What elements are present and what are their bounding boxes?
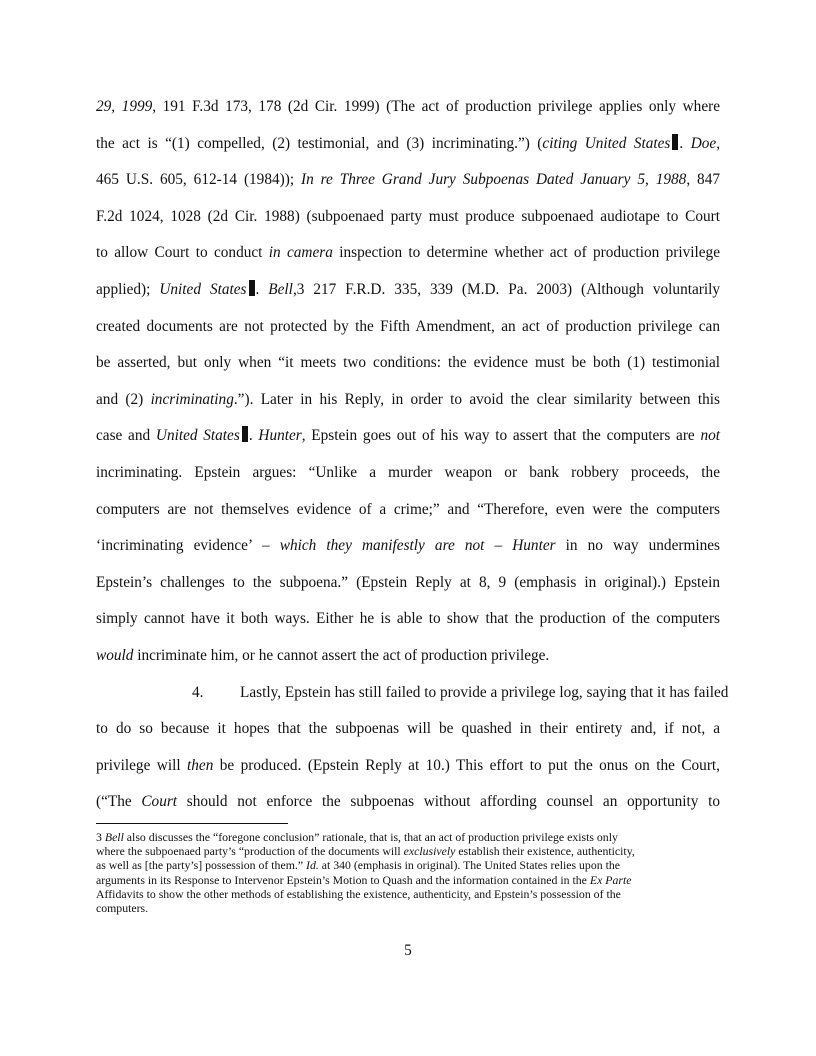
text-run: ,3 217 F.R.D. 335, 339 (M.D. Pa. 2003) (Although voluntarily: [292, 280, 721, 298]
body-line: [96, 748, 720, 785]
footnote-line: [96, 830, 720, 844]
text-run: inspection to determine whether act of production privilege: [332, 244, 720, 262]
body-line: [96, 162, 720, 199]
italic-text: Hunter: [258, 427, 302, 445]
body-line: [96, 711, 720, 748]
body-text: [96, 89, 729, 821]
text-run: also discusses the “foregone conclusion” rationale, that is, that an act of production privilege exists only: [123, 830, 618, 844]
text-run: .”). Later in his Reply, in order to avoid the clear similarity between this: [233, 390, 720, 408]
text-run: 465 U.S. 605, 612-14 (1984));: [96, 171, 301, 189]
text-run: Lastly, Epstein has still failed to provide a privilege log, saying that it has failed: [240, 683, 729, 701]
italic-text: Hunter: [512, 537, 556, 555]
page-number: 5: [404, 942, 412, 959]
text-run: case and: [96, 427, 156, 445]
body-line: [96, 272, 720, 309]
text-run: applied);: [96, 280, 160, 298]
paragraph-number: 4.: [192, 683, 204, 701]
body-line: [96, 565, 720, 602]
redaction-mark: [249, 280, 255, 296]
text-run: Epstein’s challenges to the subpoena.” (Epstein Reply at 8, 9 (emphasis in original).) Epstein: [96, 573, 720, 591]
footnote-line: [96, 858, 720, 872]
footnote-separator: [96, 823, 288, 824]
italic-text: which they manifestly are not: [279, 537, 485, 555]
text-run: computers.: [96, 901, 149, 916]
body-line: [96, 601, 720, 638]
redaction-mark: [242, 426, 248, 442]
text-run: , Epstein goes out of his way to assert that the computers are: [301, 427, 701, 445]
footnote-line: [96, 844, 720, 858]
text-run: , 847: [686, 171, 721, 189]
body-line: [96, 382, 720, 419]
italic-text: Bell: [104, 830, 124, 844]
body-line: [96, 492, 720, 529]
text-run: and (2): [96, 390, 151, 408]
text-run: –: [484, 537, 513, 555]
body-line: [96, 418, 720, 455]
text-run: in no way undermines: [555, 537, 720, 555]
italic-text: United States: [155, 427, 240, 445]
text-run: be asserted, but only when “it meets two conditions: the evidence must be both (1) testimonial: [96, 354, 720, 372]
italic-text: Ex Parte: [589, 872, 632, 887]
text-run: ‘incriminating evidence’ –: [96, 537, 280, 555]
body-line: [96, 675, 729, 712]
text-run: .: [679, 134, 691, 152]
footnote-line: [96, 887, 720, 901]
body-line: [96, 345, 720, 382]
italic-text: 29, 1999: [96, 98, 153, 115]
text-run: as well as [the party’s] possession of them.”: [96, 858, 307, 873]
text-run: (“The: [96, 793, 142, 811]
footnote-line: [96, 873, 720, 887]
body-line: [96, 235, 720, 272]
italic-text: Court: [141, 793, 178, 811]
body-line: [96, 784, 720, 821]
text-run: Affidavits to show the other methods of establishing the existence, authenticity, and Epstein’s possession of the: [96, 886, 621, 901]
text-run: F.2d 1024, 1028 (2d Cir. 1988) (subpoenaed party must produce subpoenaed audiotape to Court: [96, 207, 720, 225]
italic-text: Doe: [690, 134, 717, 152]
italic-text: then: [187, 756, 214, 774]
text-run: .: [248, 427, 259, 445]
body-line: [96, 89, 720, 126]
body-line: [96, 638, 720, 675]
body-line: [96, 455, 720, 492]
italic-text: not: [700, 427, 721, 445]
redaction-mark: [672, 134, 678, 150]
italic-text: exclusively: [403, 844, 456, 859]
text-run: computers are not themselves evidence of a crime;” and “Therefore, even were the computers: [96, 500, 720, 518]
italic-text: incriminating: [150, 390, 234, 408]
text-run: simply cannot have it both ways. Either he is able to show that the production of the computers: [96, 610, 720, 628]
text-run: arguments in its Response to Intervenor Epstein’s Motion to Quash and the information contained in the: [96, 872, 590, 887]
text-run: the act is “(1) compelled, (2) testimonial, and (3) incriminating.”) (: [96, 134, 543, 152]
text-run: incriminate him, or he cannot assert the act of production privilege.: [133, 646, 550, 664]
body-line: [96, 126, 720, 163]
body-line: [96, 199, 720, 236]
footnote: [96, 830, 720, 915]
text-run: at 340 (emphasis in original). The United States relies upon the: [318, 858, 620, 873]
text-run: created documents are not protected by the Fifth Amendment, an act of production privilege can: [96, 317, 720, 335]
italic-text: United States: [159, 280, 247, 298]
italic-text: citing United States: [542, 134, 671, 152]
text-run: to do so because it hopes that the subpoenas will be quashed in their entirety and, if not, a: [96, 720, 720, 738]
footnote-line: [96, 901, 720, 915]
italic-text: Id.: [306, 858, 319, 873]
text-run: ,: [716, 134, 721, 152]
text-run: privilege will: [96, 756, 188, 774]
italic-text: would: [96, 646, 134, 664]
text-run: , 191 F.3d 173, 178 (2d Cir. 1999) (The act of production privilege applies only where: [152, 98, 720, 115]
text-run: to allow Court to conduct: [96, 244, 269, 262]
text-run: establish their existence, authenticity,: [455, 844, 635, 859]
italic-text: In re Three Grand Jury Subpoenas Dated January 5, 1988: [301, 171, 687, 189]
text-run: 3: [96, 830, 105, 844]
italic-text: in camera: [268, 244, 333, 262]
body-line: [96, 528, 720, 565]
text-run: should not enforce the subpoenas without affording counsel an opportunity to: [177, 793, 720, 811]
text-run: incriminating. Epstein argues: “Unlike a murder weapon or bank robbery proceeds, the: [96, 463, 720, 481]
text-run: .: [255, 280, 269, 298]
body-line: [96, 309, 720, 346]
text-run: be produced. (Epstein Reply at 10.) This effort to put the onus on the Court,: [213, 756, 720, 774]
italic-text: Bell: [268, 280, 293, 298]
text-run: where the subpoenaed party’s “production of the documents will: [96, 844, 404, 859]
